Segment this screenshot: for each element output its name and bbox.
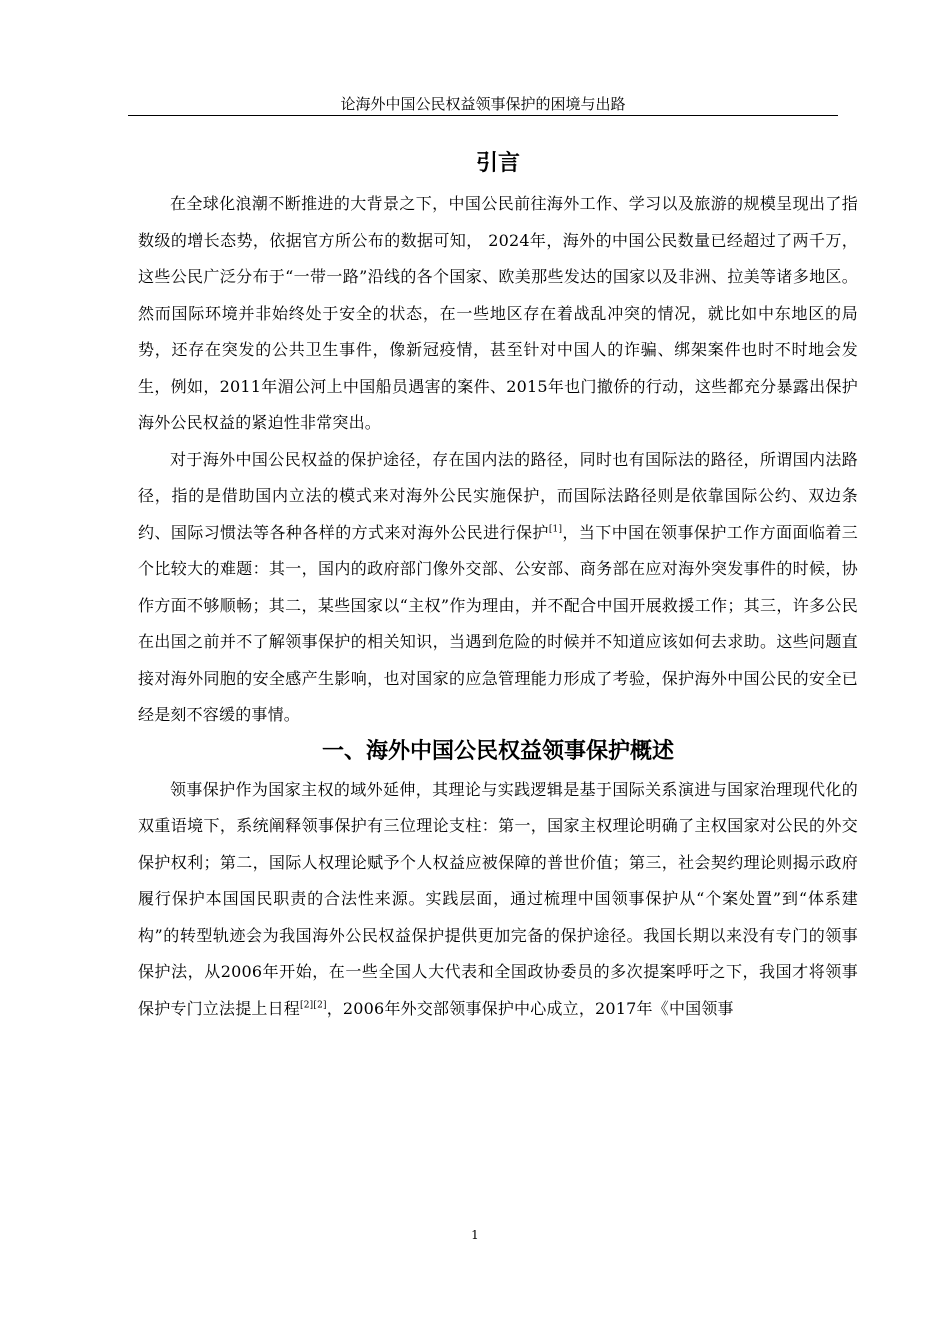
body-text	[138, 146, 858, 1027]
running-header: 论海外中国公民权益领事保护的困境与出路	[340, 95, 626, 113]
paragraph	[138, 442, 858, 734]
paragraph	[138, 186, 858, 442]
paragraph-text: 在全球化浪潮不断推进的大背景之下，中国公民前往海外工作、学习以及旅游的规模呈现出了指数级的增长态势，依据官方所公布的数据可知， 2024年，海外的中国公民数量已经超过了两千万，这些公民广泛分布于“一带一路”沿线的各个国家、欧美那些发达的国家以及非洲、拉美等诸多地区。然而国际环境并非始终处于安全的状态，在一些地区存在着战乱冲突的情况，就比如中东地区的局势，还存在突发的公共卫生事件，像新冠疫情，甚至针对中国人的诈骗、绑架案件也时不时地会发生，例如，2011年湄公河上中国船员遇害的案件、2015年也门撤侨的行动，这些都充分暴露出保护海外公民权益的紧迫性非常突出。	[138, 194, 858, 432]
paragraph-text: ，2006年外交部领事保护中心成立，2017年《中国领事	[326, 998, 734, 1018]
paragraph-text: ，当下中国在领事保护工作方面面临着三个比较大的难题：其一，国内的政府部门像外交部、公安部、商务部在应对海外突发事件的时候，协作方面不够顺畅；其二，某些国家以“主权”作为理由，并不配合中国开展救援工作；其三，许多公民在出国之前并不了解领事保护的相关知识，当遇到危险的时候并不知道应该如何去求助。这些问题直接对海外同胞的安全感产生影响，也对国家的应急管理能力形成了考验，保护海外中国公民的安全已经是刻不容缓的事情。	[138, 522, 858, 724]
paragraph	[138, 772, 858, 1028]
paragraph-text: 对于海外中国公民权益的保护途径，存在国内法的路径，同时也有国际法的路径，所谓国内法路径，指的是借助国内立法的模式来对海外公民实施保护，而国际法路径则是依靠国际公约、双边条约、国际习惯法等各种各样的方式来对海外公民进行保护	[138, 449, 858, 542]
citation-ref[interactable]: [1]	[548, 524, 563, 535]
header-rule	[128, 115, 838, 116]
section-heading-intro: 引言	[475, 151, 520, 176]
section-heading-overview: 一、海外中国公民权益领事保护概述	[321, 738, 674, 764]
paragraph-text: 领事保护作为国家主权的域外延伸，其理论与实践逻辑是基于国际关系演进与国家治理现代化的双重语境下，系统阐释领事保护有三位理论支柱：第一，国家主权理论明确了主权国家对公民的外交保护权利；第二，国际人权理论赋予个人权益应被保障的普世价值；第三，社会契约理论则揭示政府履行保护本国国民职责的合法性来源。实践层面，通过梳理中国领事保护从“个案处置”到“体系建构”的转型轨迹会为我国海外公民权益保护提供更加完备的保护途径。我国长期以来没有专门的领事保护法，从2006年开始，在一些全国人大代表和全国政协委员的多次提案呼吁之下，我国才将领事保护专门立法提上日程	[138, 779, 858, 1018]
page-number: 1	[471, 1228, 479, 1242]
citation-ref[interactable]: [2][2]	[300, 1000, 327, 1011]
